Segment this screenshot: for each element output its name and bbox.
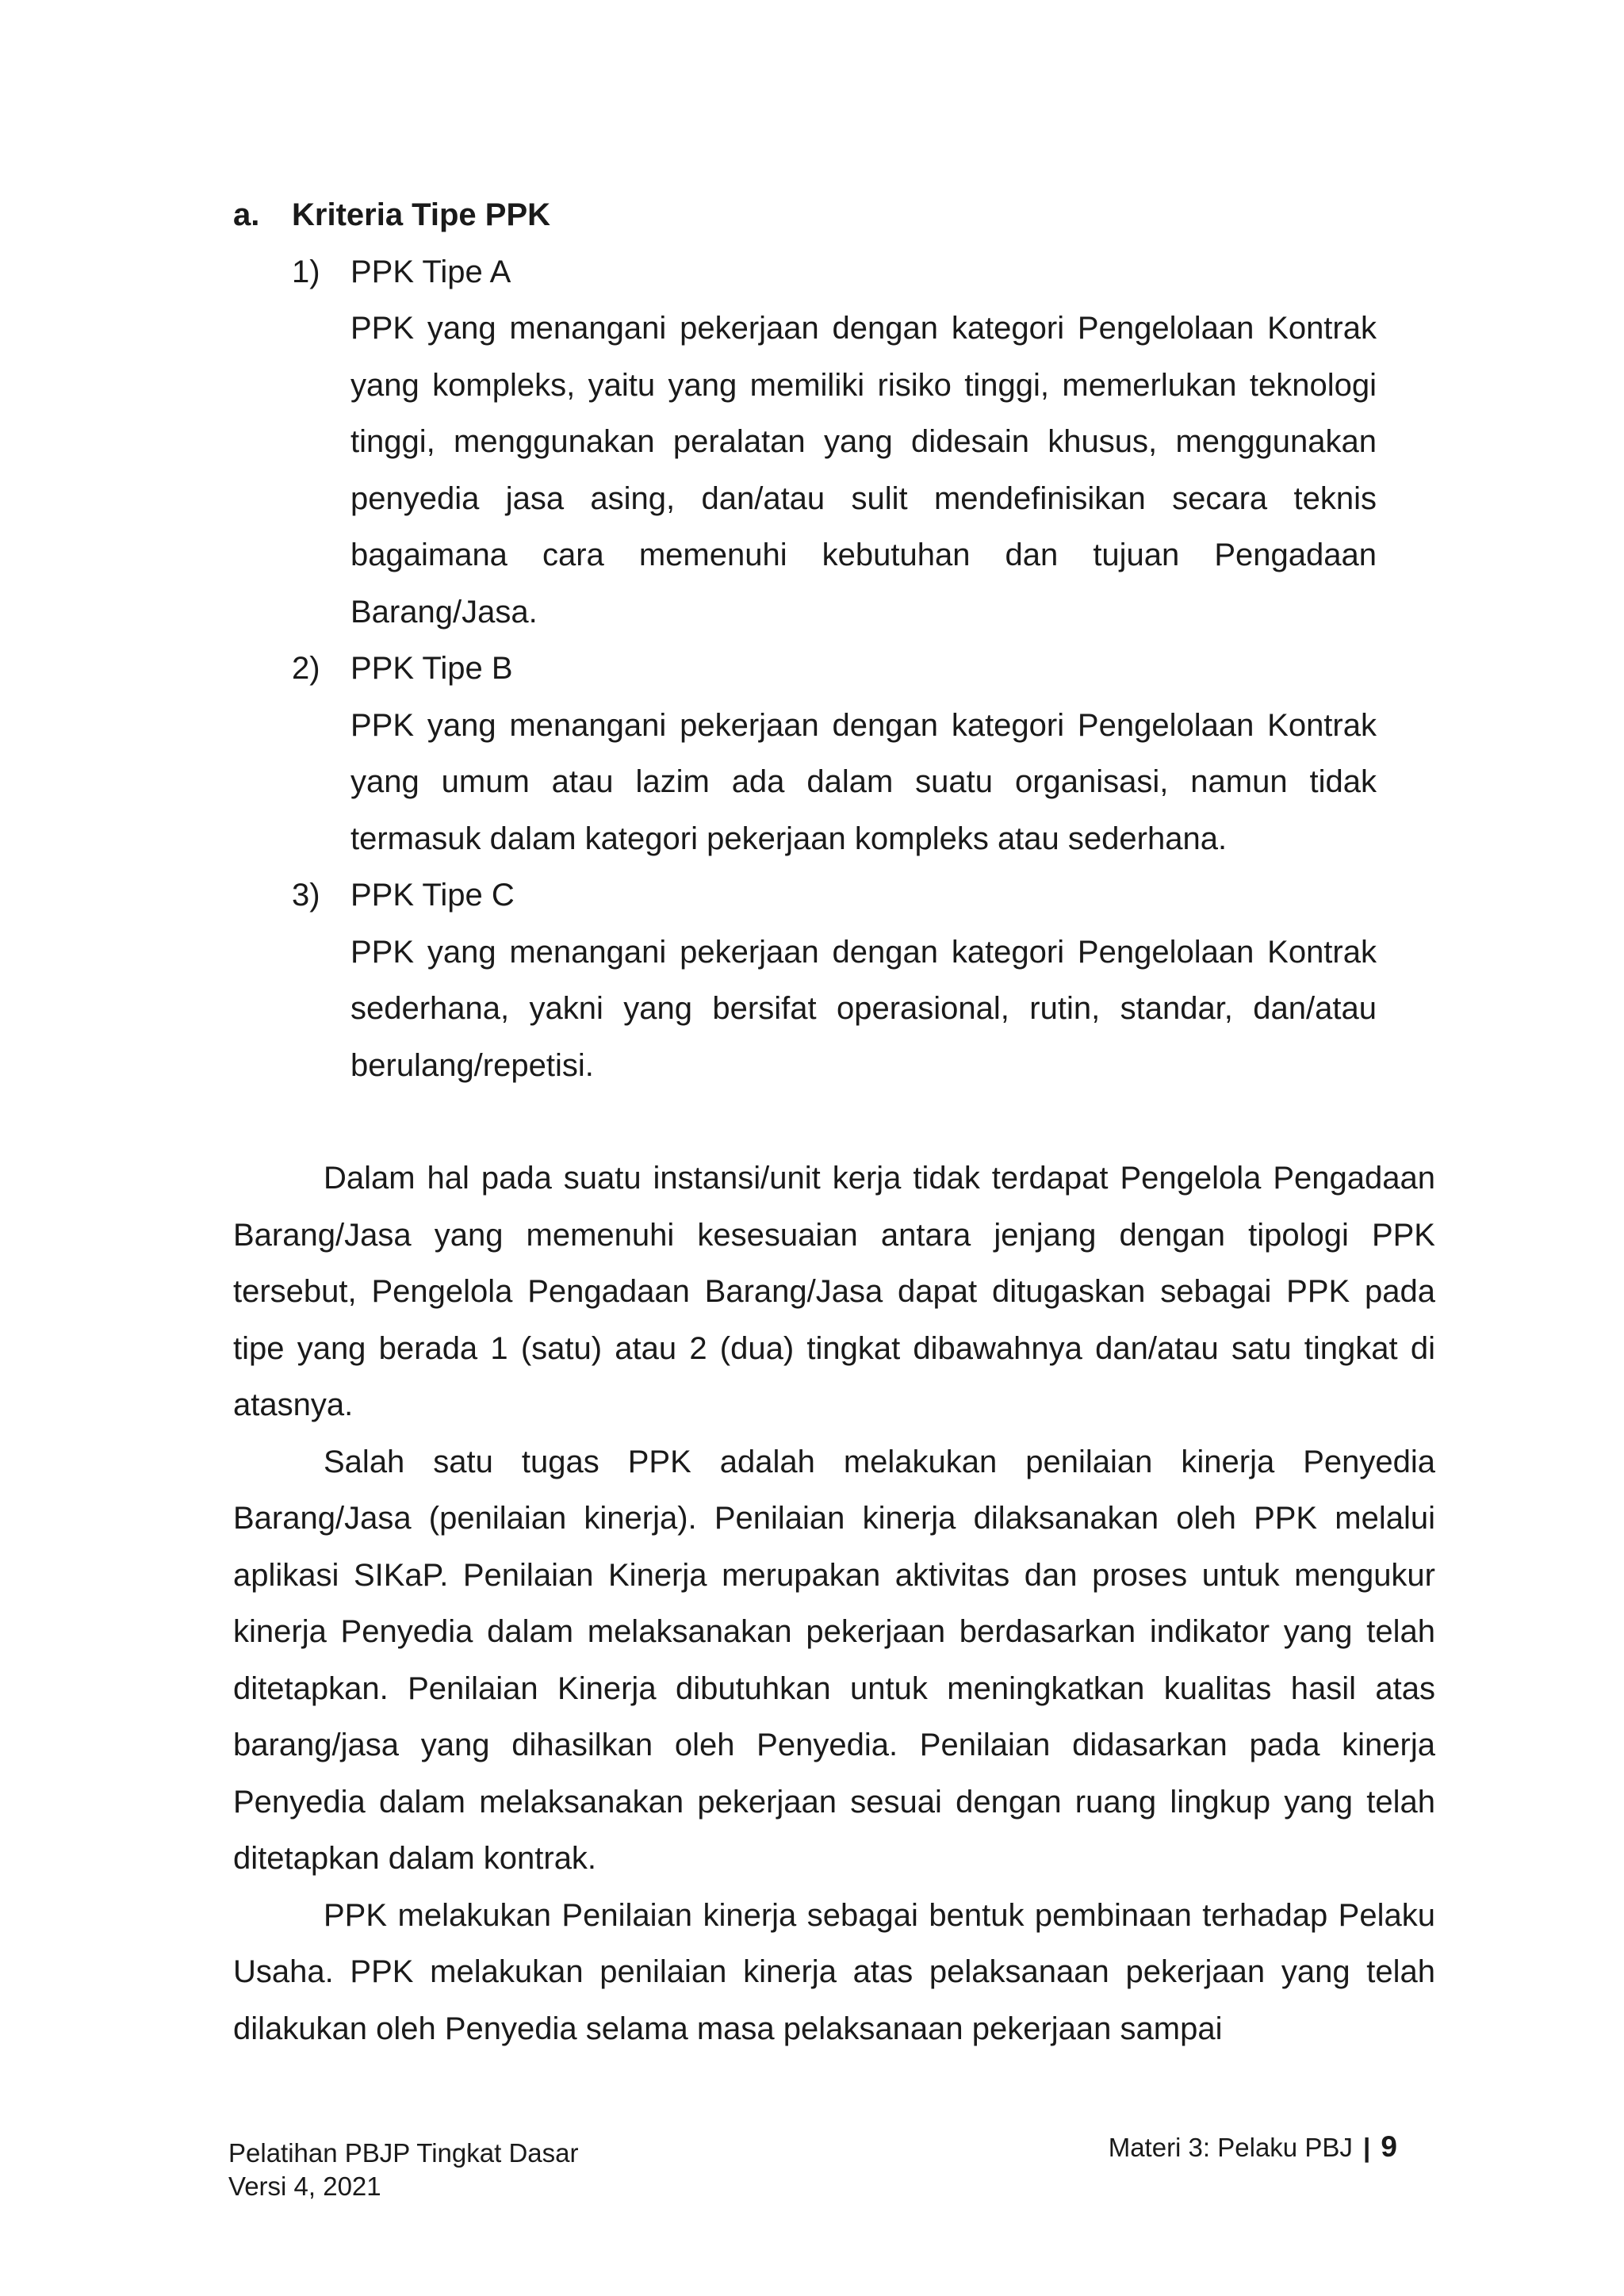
footer-course-title: Pelatihan PBJP Tingkat Dasar — [228, 2138, 579, 2168]
list-item-description: PPK yang menangani pekerjaan dengan kategori Pengelolaan Kontrak yang kompleks, yaitu yang memiliki risiko tinggi, memerlukan teknologi tinggi, menggunakan peralatan yang didesain khusus, menggunakan penyedia jasa asing, dan/atau sulit mendefinisikan secara teknis bagaimana cara memenuhi kebutuhan dan tujuan Pengadaan Barang/Jasa. — [350, 311, 1377, 629]
list-item-number: 1) — [292, 254, 320, 289]
list-item-title: PPK Tipe C — [350, 878, 515, 913]
section-marker: a. — [233, 197, 260, 232]
page-content — [233, 187, 1435, 2057]
list-item-title: PPK Tipe A — [350, 254, 511, 289]
footer-version: Versi 4, 2021 — [228, 2172, 381, 2201]
section-title: Kriteria Tipe PPK — [292, 197, 551, 232]
section-heading — [233, 187, 1435, 244]
body-paragraph-3: PPK melakukan Penilaian kinerja sebagai bentuk pembinaan terhadap Pelaku Usaha. PPK melakukan penilaian kinerja atas pelaksanaan pekerjaan yang telah dilakukan oleh Penyedia selama masa pelaksanaan pekerjaan sampai — [233, 1897, 1435, 2046]
list-item-ppk-tipe-b — [292, 641, 1435, 867]
list-item-description: PPK yang menangani pekerjaan dengan kategori Pengelolaan Kontrak yang umum atau lazim ada dalam suatu organisasi, namun tidak termasuk dalam kategori pekerjaan kompleks atau sederhana. — [350, 707, 1377, 856]
list-item-title: PPK Tipe B — [350, 651, 513, 686]
body-paragraph-2: Salah satu tugas PPK adalah melakukan penilaian kinerja Penyedia Barang/Jasa (penilaian kinerja). Penilaian kinerja dilaksanakan oleh PPK melalui aplikasi SIKaP. Penilaian Kinerja merupakan aktivitas dan proses untuk mengukur kinerja Penyedia dalam melaksanakan pekerjaan berdasarkan indikator yang telah ditetapkan. Penilaian Kinerja dibutuhkan untuk meningkatkan kualitas hasil atas barang/jasa yang dihasilkan oleh Penyedia. Penilaian didasarkan pada kinerja Penyedia dalam melaksanakan pekerjaan sesuai dengan ruang lingkup yang telah ditetapkan dalam kontrak. — [233, 1444, 1435, 1876]
ppk-type-list — [233, 244, 1435, 1095]
paragraph-spacer — [233, 1094, 1435, 1150]
list-item-ppk-tipe-a — [292, 244, 1435, 641]
footer-module-info — [1109, 2130, 1397, 2165]
list-item-number: 2) — [292, 651, 320, 686]
footer-module-label: Materi 3: Pelaku PBJ — [1108, 2133, 1353, 2162]
body-paragraph-1: Dalam hal pada suatu instansi/unit kerja tidak terdapat Pengelola Pengadaan Barang/Jasa yang memenuhi kesesuaian antara jenjang dengan tipologi PPK tersebut, Pengelola Pengadaan Barang/Jasa dapat ditugaskan sebagai PPK pada tipe yang berada 1 (satu) atau 2 (dua) tingkat dibawahnya dan/atau satu tingkat di atasnya. — [233, 1161, 1435, 1422]
list-item-ppk-tipe-c — [292, 867, 1435, 1094]
list-item-description: PPK yang menangani pekerjaan dengan kategori Pengelolaan Kontrak sederhana, yakni yang bersifat operasional, rutin, standar, dan/atau berulang/repetisi. — [350, 934, 1377, 1083]
page-number: 9 — [1381, 2130, 1397, 2163]
list-item-number: 3) — [292, 878, 320, 913]
footer-course-info — [228, 2137, 578, 2203]
footer-separator: | — [1363, 2133, 1371, 2162]
